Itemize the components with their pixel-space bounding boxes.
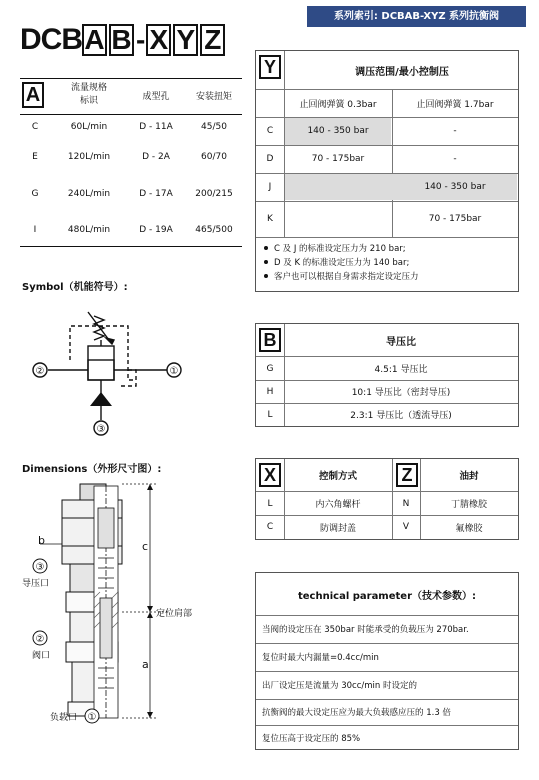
table-b-pilot-ratio: B 导压比 G 4.5:1 导压比 H 10:1 导压比（密封导压) L 2.3:1 导压比（透流导压) — [255, 323, 519, 427]
port-3-name: 导压口 — [22, 579, 50, 589]
symbol-title: Symbol（机能符号）: — [22, 282, 128, 293]
check-triangle — [90, 392, 112, 406]
list-item: 当阀的设定压在 350bar 时能承受的负载压为 270bar. — [262, 625, 469, 635]
port-2-name: 阀口 — [32, 651, 51, 661]
table-xz: X 控制方式 Z 油封 L 内六角螺杆 N 丁腈橡胶 C 防调封盖 V 氟橡胶 — [255, 458, 519, 540]
table-b-title: 导压比 — [386, 336, 416, 348]
model-letter-b: B — [109, 24, 134, 56]
model-letter-y: Y — [173, 24, 198, 56]
port-1-name: 负载口 — [50, 713, 78, 723]
table-b-letter: B — [259, 328, 281, 352]
list-item: 抗衡阀的最大设定压应为最大负载感应压的 1.3 倍 — [262, 708, 451, 718]
technical-parameters — [255, 572, 519, 750]
dim-label-a: a — [142, 658, 149, 671]
table-x-letter: X — [259, 463, 281, 487]
shoulder-label: 定位肩部 — [156, 609, 193, 619]
list-item: 出厂设定压是流量为 30cc/min 时设定的 — [262, 681, 417, 691]
port-1-label: ① — [169, 366, 179, 377]
table-y-letter: Y — [259, 55, 281, 79]
table-z-title: 油封 — [459, 471, 479, 482]
header-flow: 流量规格 标识 — [70, 83, 107, 106]
note-item: D 及 K 的标准设定压力为 140 bar; — [274, 258, 410, 268]
model-letter-x: X — [146, 24, 171, 56]
model-dash: - — [136, 24, 146, 55]
sub-header-spring-03: 止回阀弹簧 0.3bar — [299, 99, 377, 110]
list-item: 复位时最大内漏量=0.4cc/min — [262, 653, 379, 663]
dim-label-b: b — [38, 534, 45, 547]
note-item: 客户也可以根据自身需求指定设定压力 — [274, 272, 419, 282]
hydraulic-symbol-diagram — [28, 300, 188, 440]
port-2-num: ② — [35, 634, 45, 645]
sub-header-spring-17: 止回阀弹簧 1.7bar — [416, 99, 494, 110]
table-a-flow: A 流量规格 标识 成型孔 安装扭矩 C 60L/min D - 11A 45/50 E 120L/min D - 2A 60/70 G 240L/min D - 17A 200/215 I 480L/min D - 19A 465/500 — [20, 78, 242, 248]
port-3-label: ③ — [96, 424, 106, 435]
list-item: 复位压高于设定压的 85% — [262, 734, 361, 744]
port-2-label: ② — [35, 366, 45, 377]
port-1-num: ① — [87, 712, 97, 723]
dimensions-drawing — [10, 478, 250, 748]
note-item: C 及 J 的标准设定压力为 210 bar; — [274, 244, 406, 254]
table-a-letter: A — [22, 82, 44, 108]
model-prefix: DCB — [20, 23, 82, 56]
table-y-title: 调压范围/最小控制压 — [355, 66, 449, 78]
port-3-num: ③ — [35, 562, 45, 573]
table-y-pressure: Y 调压范围/最小控制压 止回阀弹簧 0.3bar 止回阀弹簧 1.7bar C 140 - 350 bar - D 70 - 175bar - J 140 - 350 bar K 70 - 175bar C 及 J 的标准设定压力为 210 bar; D 及 K 的标准设定压力为 140 bar; 客户也可以根据自身需求指定设定压力 — [255, 50, 519, 292]
valve-section — [94, 486, 118, 718]
table-x-title: 控制方式 — [318, 471, 357, 482]
dimensions-title: Dimensions（外形尺寸图）: — [22, 464, 162, 475]
model-letter-a: A — [82, 24, 107, 56]
header-cavity: 成型孔 — [142, 91, 170, 102]
dim-label-c: c — [142, 540, 149, 553]
table-y-notes — [264, 241, 514, 283]
table-z-letter: Z — [396, 463, 418, 487]
series-index-title: 系列索引: DCBAB-XYZ 系列抗衡阀 — [307, 6, 526, 27]
model-code — [20, 22, 227, 58]
technical-title: technical parameter（技术参数）: — [297, 590, 477, 602]
model-letter-z: Z — [200, 24, 225, 56]
header-torque: 安装扭矩 — [195, 91, 232, 102]
